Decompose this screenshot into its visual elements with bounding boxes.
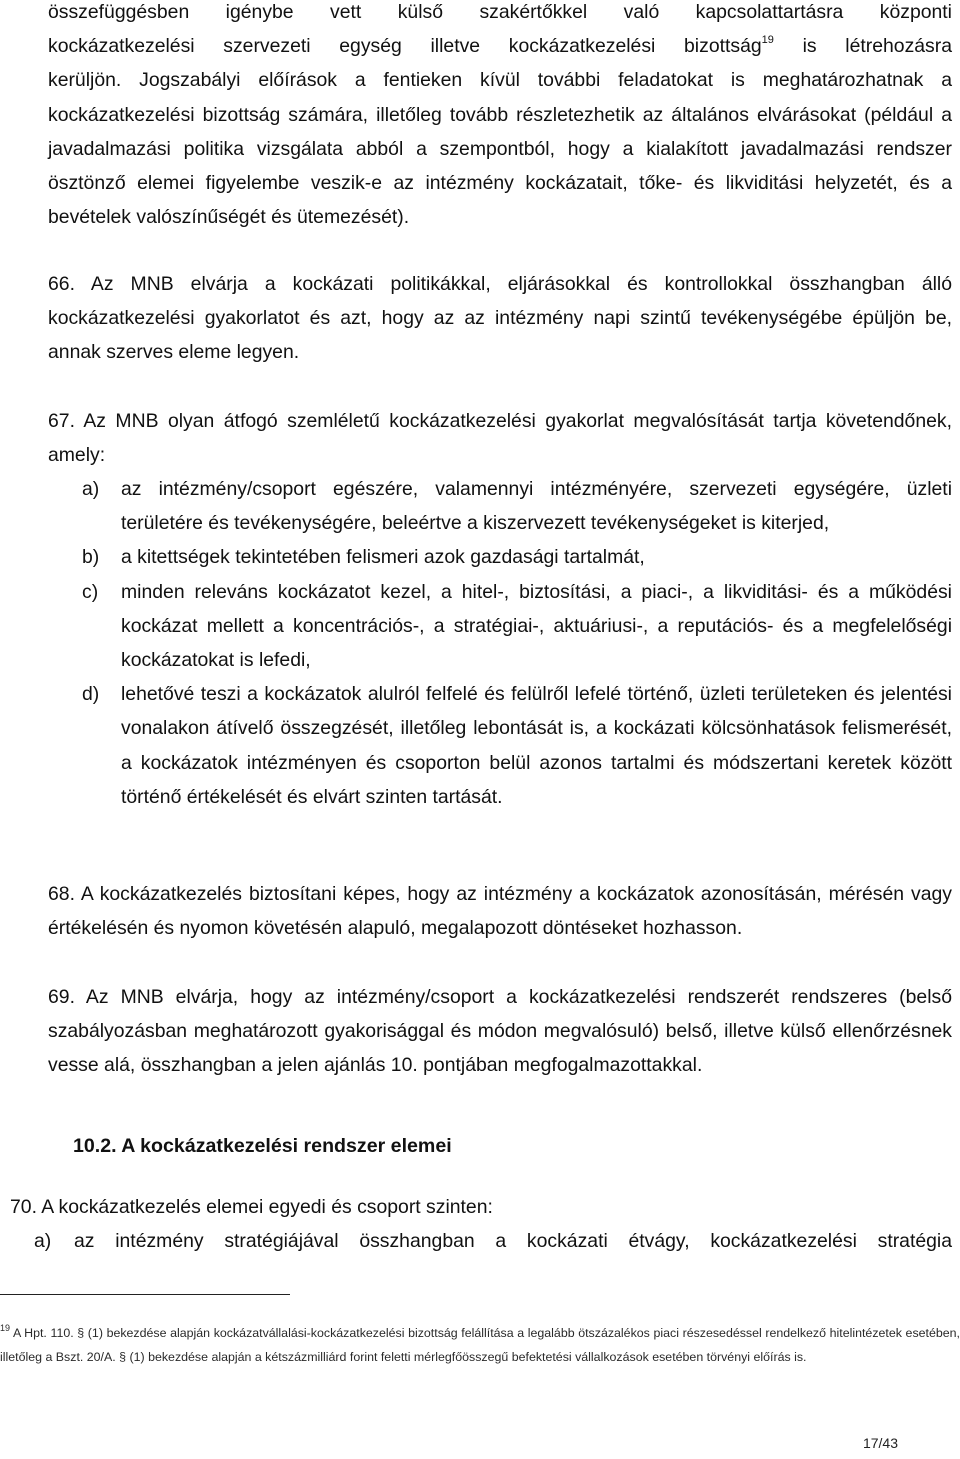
list-item (10, 1224, 952, 1258)
list-item-text: a kitettségek tekintetében felismeri azok gazdasági tartalmát, (121, 546, 645, 569)
footnote-separator (0, 1294, 290, 1295)
footnote-reference[interactable]: 19 (761, 33, 774, 46)
list-item-text: az intézmény stratégiájával összhangban a kockázati étvágy, kockázatkezelési stratégia (74, 1230, 952, 1252)
list-marker: b) (82, 546, 100, 569)
page-number: 17/43 (862, 1435, 898, 1451)
paragraph-text: kerüljön. Jogszabályi előírások a fentieken kívül további feladatokat is meghatározhatnak a kockázatkezelési bizottság számára, illetőleg tovább részletezhetik az általános elvárásokat (például a javadalmazási politika vizsgálata abból a szempontból, hogy a kialakított javadalmazási rendszer ösztönző elemei figyelembe veszik-e az intézmény kockázatait, tőke- és likviditási helyzetét, és a bevételek valószínűségét és ütemezését). (48, 69, 952, 229)
list-item (48, 677, 952, 814)
list-item-text: minden releváns kockázatot kezel, a hitel-, biztosítási, a piaci-, a likviditási- és a működési kockázat mellett a koncentrációs-, a stratégiai-, aktuáriusi-, a reputációs- és a megfelelőségi kockázatokat is lefedi, (121, 580, 952, 672)
list-item-text: lehetővé teszi a kockázatok alulról felfelé és felülről lefelé történő, üzleti területeken és jelentési vonalakon átívelő összegzését, illetőleg lebontását is, a kockázati kölcsönhatások felismerését, a kockázatok intézményen és csoporton belül azonos tartalmi és módszertani keretek között történő értékelését és elvárt szinten tartását. (121, 683, 952, 808)
paragraph-66: 66. Az MNB elvárja a kockázati politikákkal, eljárásokkal és kontrollokkal összhangban álló kockázatkezelési gyakorlatot és azt, hogy az az intézmény napi szintű tevékenységébe épüljön be, annak szerves eleme legyen. (48, 273, 952, 364)
list-marker: c) (82, 580, 99, 603)
footnote (0, 1322, 960, 1369)
list-item (48, 472, 952, 540)
paragraph-line (48, 29, 952, 63)
paragraph-69: 69. Az MNB elvárja, hogy az intézmény/csoport a kockázatkezelési rendszerét rendszeres (belső szabályozásban meghatározott gyakorisággal és módon megvalósuló) belső, illetve külső ellenőrzésnek vesse alá, összhangban a jelen ajánlás 10. pontjában megfogalmazottakkal. (48, 986, 952, 1077)
paragraph-70-list (10, 1224, 952, 1258)
paragraph-line (48, 0, 952, 29)
list-marker: d) (82, 683, 100, 706)
paragraph-67-intro: 67. Az MNB olyan átfogó szemléletű kockázatkezelési gyakorlat megvalósítását tartja követendőnek, amely: (48, 410, 952, 467)
section-heading: 10.2. A kockázatkezelési rendszer elemei (73, 1135, 452, 1157)
list-item (48, 540, 952, 574)
paragraph-text: is létrehozásra (773, 35, 952, 58)
paragraph-continuation (48, 0, 952, 234)
list-marker: a) (82, 478, 100, 500)
paragraph-text: összefüggésben igénybe vett külső szakértőkkel való kapcsolattartásra központi (48, 1, 952, 23)
footnote-text: A Hpt. 110. § (1) bekezdése alapján kockázatvállalási-kockázatkezelési bizottság felállítása a legalább ötszázalékos piaci részesedéssel rendelkező hitelintézetek esetében, illetőleg a Bszt. 20/A. § (1) bekezdése alapján a kétszázmilliárd forint feletti mérlegfőösszegű befektetési vállalkozások esetében törvényi előírás is. (0, 1326, 960, 1364)
paragraph-67-list (48, 472, 952, 814)
list-item (48, 575, 952, 678)
paragraph-70-intro: 70. A kockázatkezelés elemei egyedi és csoport szinten: (10, 1196, 493, 1218)
paragraph-text: kockázatkezelési szervezeti egység illetve kockázatkezelési bizottság (48, 35, 762, 58)
list-marker: a) (34, 1230, 52, 1252)
list-item-text: az intézmény/csoport egészére, valamennyi intézményére, szervezeti egységére, üzleti területére és tevékenységére, beleértve a kiszervezett tevékenységeket is kiterjed, (121, 478, 952, 535)
footnote-marker: 19 (0, 1322, 11, 1333)
paragraph-68: 68. A kockázatkezelés biztosítani képes, hogy az intézmény a kockázatok azonosításán, mérésén vagy értékelésén és nyomon követésén alapuló, megalapozott döntéseket hozhasson. (48, 883, 952, 940)
